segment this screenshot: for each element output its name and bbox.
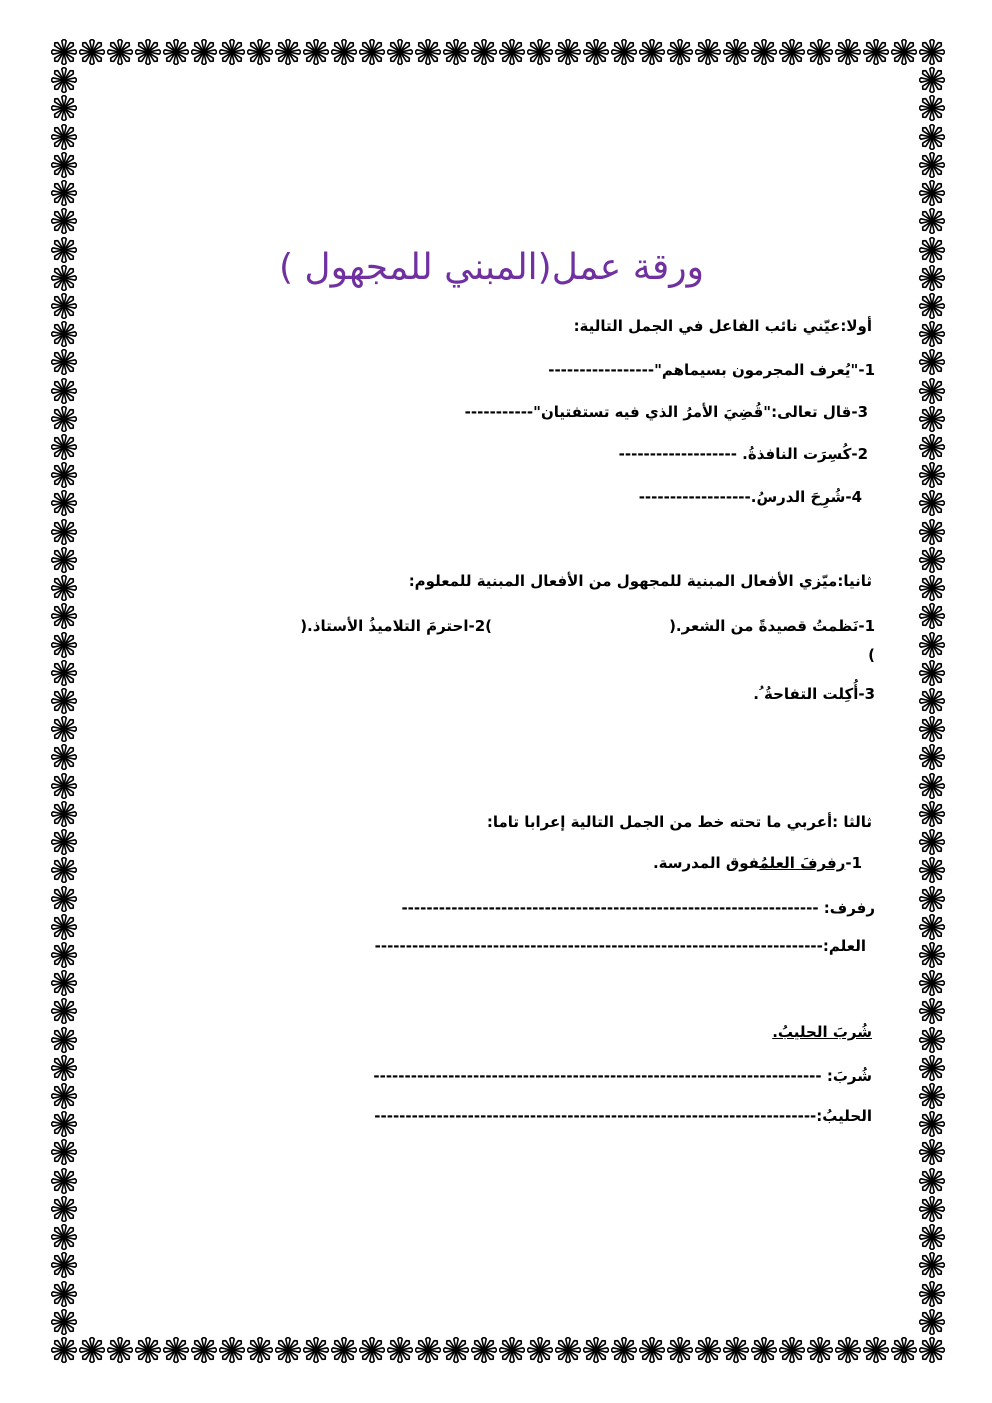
asterisk-star-icon (919, 237, 945, 263)
asterisk-star-icon (51, 1027, 77, 1053)
answer-line-1: رفرف: ------------------------------------------------------------------- (401, 899, 875, 917)
asterisk-star-icon (919, 603, 945, 629)
asterisk-star-icon (863, 39, 889, 65)
asterisk-star-icon (219, 39, 245, 65)
asterisk-star-icon (863, 1337, 889, 1363)
asterisk-star-icon (51, 773, 77, 799)
asterisk-star-icon (527, 39, 553, 65)
asterisk-star-icon (583, 1337, 609, 1363)
asterisk-star-icon (471, 39, 497, 65)
asterisk-star-icon (51, 970, 77, 996)
asterisk-star-icon (51, 208, 77, 234)
asterisk-star-icon (51, 886, 77, 912)
asterisk-star-icon (51, 801, 77, 827)
asterisk-star-icon (79, 1337, 105, 1363)
answer-line-3: شُربَ: ------------------------------------------------------------------------ (373, 1067, 872, 1085)
asterisk-star-icon (695, 39, 721, 65)
asterisk-star-icon (555, 39, 581, 65)
asterisk-star-icon (51, 1168, 77, 1194)
asterisk-star-icon (51, 462, 77, 488)
asterisk-star-icon (919, 1027, 945, 1053)
asterisk-star-icon (51, 321, 77, 347)
asterisk-star-icon (835, 1337, 861, 1363)
asterisk-star-icon (303, 1337, 329, 1363)
section1-heading: أولا:عيّني نائب الفاعل في الجمل التالية: (573, 317, 872, 335)
section2-item-2-close: ) (868, 646, 875, 664)
asterisk-star-icon (51, 942, 77, 968)
asterisk-star-icon (51, 632, 77, 658)
asterisk-star-icon (51, 914, 77, 940)
asterisk-star-icon (919, 998, 945, 1024)
asterisk-star-icon (919, 716, 945, 742)
asterisk-star-icon (919, 801, 945, 827)
asterisk-star-icon (667, 39, 693, 65)
asterisk-star-icon (919, 1252, 945, 1278)
asterisk-star-icon (919, 773, 945, 799)
asterisk-star-icon (51, 434, 77, 460)
asterisk-star-icon (919, 1309, 945, 1335)
asterisk-star-icon (639, 1337, 665, 1363)
asterisk-star-icon (583, 39, 609, 65)
section3-heading: ثالثا :أعربي ما تحته خط من الجمل التالية إعرابا تاما: (486, 813, 872, 831)
sentence1-rest: فوق المدرسة. (652, 854, 760, 872)
asterisk-star-icon (919, 39, 945, 65)
asterisk-star-icon (919, 1224, 945, 1250)
asterisk-star-icon (135, 39, 161, 65)
asterisk-star-icon (51, 152, 77, 178)
section2-item-2: )2-احترمَ التلاميذُ الأستاذ.( (300, 617, 492, 635)
sentence1-underlined: رفرفَ العلمُ (759, 854, 846, 872)
section1-item-2: 2-كُسِرَت النافذةُ. ------------------- (618, 445, 868, 463)
asterisk-star-icon (919, 1196, 945, 1222)
asterisk-star-icon (919, 406, 945, 432)
asterisk-star-icon (303, 39, 329, 65)
asterisk-star-icon (51, 575, 77, 601)
asterisk-star-icon (527, 1337, 553, 1363)
asterisk-star-icon (51, 180, 77, 206)
asterisk-star-icon (695, 1337, 721, 1363)
page-title: ورقة عمل(المبني للمجهول ) (278, 247, 704, 288)
asterisk-star-icon (919, 632, 945, 658)
asterisk-star-icon (51, 95, 77, 121)
asterisk-star-icon (51, 1196, 77, 1222)
asterisk-star-icon (919, 1337, 945, 1363)
asterisk-star-icon (51, 1111, 77, 1137)
asterisk-star-icon (891, 39, 917, 65)
asterisk-star-icon (163, 39, 189, 65)
asterisk-star-icon (919, 434, 945, 460)
asterisk-star-icon (51, 1337, 77, 1363)
asterisk-star-icon (191, 39, 217, 65)
asterisk-star-icon (51, 1224, 77, 1250)
asterisk-star-icon (919, 688, 945, 714)
asterisk-star-icon (611, 39, 637, 65)
asterisk-star-icon (51, 829, 77, 855)
asterisk-star-icon (275, 39, 301, 65)
asterisk-star-icon (919, 1055, 945, 1081)
asterisk-star-icon (51, 39, 77, 65)
asterisk-star-icon (779, 1337, 805, 1363)
asterisk-star-icon (51, 744, 77, 770)
asterisk-star-icon (919, 152, 945, 178)
asterisk-star-icon (191, 1337, 217, 1363)
asterisk-star-icon (919, 660, 945, 686)
asterisk-star-icon (919, 293, 945, 319)
asterisk-star-icon (611, 1337, 637, 1363)
asterisk-star-icon (51, 237, 77, 263)
section1-item-4: 4-شُرِحَ الدرسُ.------------------ (638, 488, 862, 506)
asterisk-star-icon (807, 1337, 833, 1363)
asterisk-star-icon (751, 1337, 777, 1363)
asterisk-star-icon (723, 39, 749, 65)
asterisk-star-icon (51, 716, 77, 742)
asterisk-star-icon (835, 39, 861, 65)
asterisk-star-icon (443, 1337, 469, 1363)
asterisk-star-icon (415, 1337, 441, 1363)
asterisk-star-icon (51, 519, 77, 545)
asterisk-star-icon (247, 39, 273, 65)
asterisk-star-icon (51, 998, 77, 1024)
asterisk-star-icon (51, 265, 77, 291)
asterisk-star-icon (919, 265, 945, 291)
asterisk-star-icon (919, 575, 945, 601)
asterisk-star-icon (51, 1281, 77, 1307)
asterisk-star-icon (919, 886, 945, 912)
asterisk-star-icon (779, 39, 805, 65)
asterisk-star-icon (79, 39, 105, 65)
asterisk-star-icon (51, 1139, 77, 1165)
asterisk-star-icon (555, 1337, 581, 1363)
asterisk-star-icon (51, 857, 77, 883)
asterisk-star-icon (247, 1337, 273, 1363)
asterisk-star-icon (51, 1309, 77, 1335)
asterisk-star-icon (919, 180, 945, 206)
asterisk-star-icon (387, 1337, 413, 1363)
asterisk-star-icon (919, 519, 945, 545)
asterisk-star-icon (51, 547, 77, 573)
asterisk-star-icon (919, 462, 945, 488)
asterisk-star-icon (499, 39, 525, 65)
sentence1-prefix: 1- (845, 854, 862, 872)
asterisk-star-icon (919, 1168, 945, 1194)
asterisk-star-icon (919, 67, 945, 93)
asterisk-star-icon (919, 490, 945, 516)
section2-item-1: 1-نَظمتُ قصيدةً من الشعر.( (669, 617, 875, 635)
asterisk-star-icon (415, 39, 441, 65)
asterisk-star-icon (51, 293, 77, 319)
asterisk-star-icon (51, 1083, 77, 1109)
asterisk-star-icon (51, 67, 77, 93)
answer-line-2: العلم:------------------------------------------------------------------------ (374, 937, 866, 955)
asterisk-star-icon (135, 1337, 161, 1363)
asterisk-star-icon (51, 660, 77, 686)
asterisk-star-icon (331, 1337, 357, 1363)
asterisk-star-icon (919, 378, 945, 404)
asterisk-star-icon (51, 406, 77, 432)
asterisk-star-icon (331, 39, 357, 65)
asterisk-star-icon (919, 942, 945, 968)
asterisk-star-icon (919, 349, 945, 375)
asterisk-star-icon (807, 39, 833, 65)
asterisk-star-icon (51, 688, 77, 714)
asterisk-star-icon (51, 378, 77, 404)
asterisk-star-icon (919, 1281, 945, 1307)
asterisk-star-icon (359, 1337, 385, 1363)
asterisk-star-icon (723, 1337, 749, 1363)
asterisk-star-icon (919, 857, 945, 883)
asterisk-star-icon (51, 1055, 77, 1081)
asterisk-star-icon (107, 39, 133, 65)
section2-item-3: 3-أُكِلت التفاحةُ ُ. (753, 685, 875, 703)
asterisk-star-icon (219, 1337, 245, 1363)
asterisk-star-icon (275, 1337, 301, 1363)
asterisk-star-icon (919, 1111, 945, 1137)
asterisk-star-icon (51, 124, 77, 150)
asterisk-star-icon (51, 349, 77, 375)
asterisk-star-icon (107, 1337, 133, 1363)
asterisk-star-icon (471, 1337, 497, 1363)
asterisk-star-icon (919, 124, 945, 150)
asterisk-star-icon (51, 603, 77, 629)
asterisk-star-icon (163, 1337, 189, 1363)
asterisk-star-icon (639, 39, 665, 65)
asterisk-star-icon (919, 95, 945, 121)
asterisk-star-icon (919, 1083, 945, 1109)
asterisk-star-icon (667, 1337, 693, 1363)
asterisk-star-icon (919, 547, 945, 573)
asterisk-star-icon (499, 1337, 525, 1363)
asterisk-star-icon (387, 39, 413, 65)
section3-sentence-1 (653, 853, 862, 873)
asterisk-star-icon (919, 970, 945, 996)
asterisk-star-icon (919, 914, 945, 940)
asterisk-star-icon (919, 321, 945, 347)
asterisk-star-icon (751, 39, 777, 65)
asterisk-star-icon (51, 490, 77, 516)
asterisk-star-icon (919, 744, 945, 770)
section2-heading: ثانيا:ميّزي الأفعال المبنية للمجهول من الأفعال المبنية للمعلوم: (408, 572, 872, 590)
answer-line-4: الحليبُ:----------------------------------------------------------------------- (374, 1107, 872, 1125)
asterisk-star-icon (359, 39, 385, 65)
asterisk-star-icon (919, 829, 945, 855)
asterisk-star-icon (891, 1337, 917, 1363)
asterisk-star-icon (919, 208, 945, 234)
section1-item-1: 1-"يُعرف المجرمون بسيماهم"----------------- (548, 361, 875, 379)
section1-item-3: 3-قال تعالى:"قُضِيَ الأمرُ الذي فيه تستفتيان"----------- (464, 403, 868, 421)
asterisk-star-icon (919, 1139, 945, 1165)
section3-sentence-2: شُربَ الحليبُ. (772, 1023, 872, 1041)
asterisk-star-icon (51, 1252, 77, 1278)
asterisk-star-icon (443, 39, 469, 65)
